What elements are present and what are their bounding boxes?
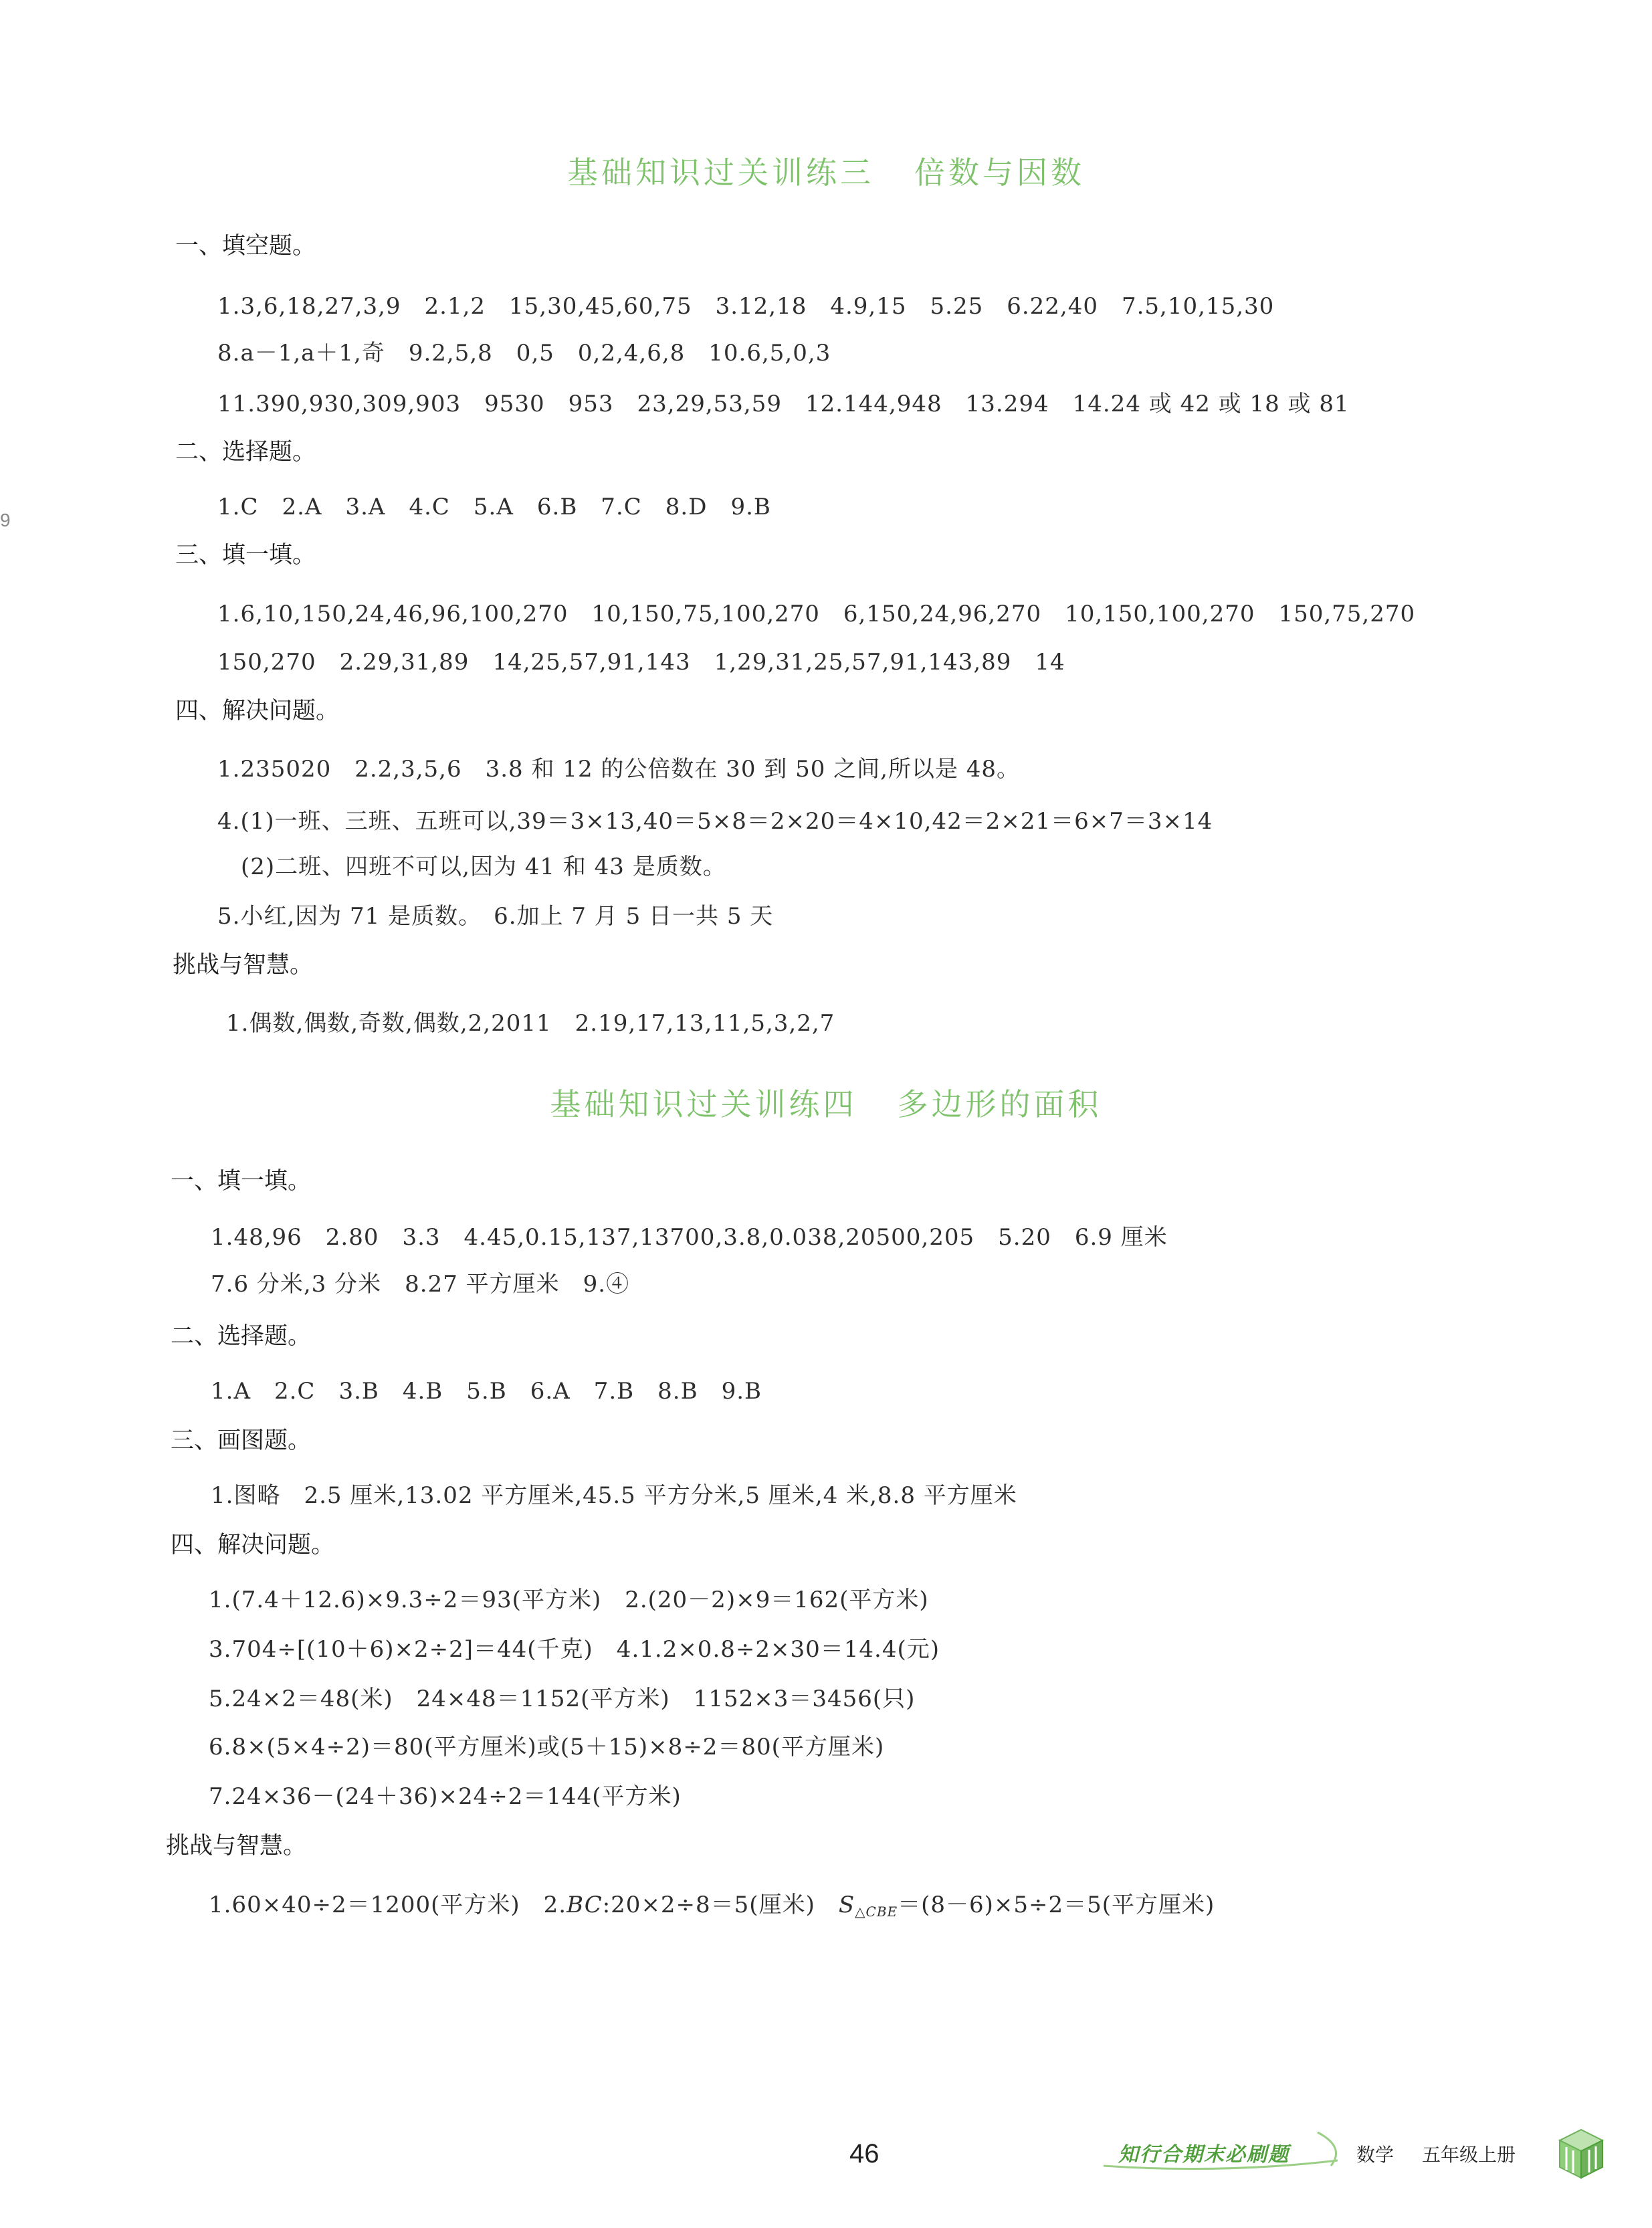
section3-heading-challenge: 挑战与智慧。 bbox=[173, 952, 314, 979]
section4-line-10-bc: BC bbox=[566, 1892, 603, 1918]
section3-heading-solve: 四、解决问题。 bbox=[175, 698, 340, 724]
section4-line-10-subscript: △CBE bbox=[855, 1904, 898, 1920]
section4-line-2: 7.6 分米,3 分米 8.27 平方厘米 9.④ bbox=[211, 1271, 630, 1298]
section4-line-9: 7.24×36－(24＋36)×24÷2＝144(平方米) bbox=[209, 1783, 682, 1810]
section3-line-10: 5.小红,因为 71 是质数。 6.加上 7 月 5 日一共 5 天 bbox=[217, 903, 774, 930]
section4-title-main: 基础知识过关训练四 bbox=[550, 1086, 857, 1122]
section4-line-4: 1.图略 2.5 厘米,13.02 平方厘米,45.5 平方分米,5 厘米,4 米,8.8 平方厘米 bbox=[211, 1482, 1017, 1509]
section4-heading-choice: 二、选择题。 bbox=[171, 1323, 312, 1350]
section4-line-8: 6.8×(5×4÷2)＝80(平方厘米)或(5＋15)×8÷2＝80(平方厘米) bbox=[209, 1734, 885, 1760]
section3-heading-fill-blank: 一、填空题。 bbox=[175, 233, 316, 260]
section4-heading-fill-one: 一、填一填。 bbox=[171, 1168, 312, 1195]
section4-line-10-part-a: 1.60×40÷2＝1200(平方米) 2. bbox=[209, 1892, 567, 1918]
section4-line-6: 3.704÷[(10＋6)×2÷2]＝44(千克) 4.1.2×0.8÷2×30＝14.4(元) bbox=[209, 1636, 940, 1663]
section4-line-10-s: S bbox=[838, 1892, 855, 1918]
section4-line-7: 5.24×2＝48(米) 24×48＝1152(平方米) 1152×3＝3456(只) bbox=[209, 1686, 916, 1712]
section3-line-7: 1.235020 2.2,3,5,6 3.8 和 12 的公倍数在 30 到 50 之间,所以是 48。 bbox=[217, 756, 1021, 783]
section4-line-3: 1.A 2.C 3.B 4.B 5.B 6.A 7.B 8.B 9.B bbox=[211, 1378, 762, 1405]
section3-title bbox=[0, 148, 1652, 193]
section3-line-9: (2)二班、四班不可以,因为 41 和 43 是质数。 bbox=[241, 853, 726, 880]
section4-line-1: 1.48,96 2.80 3.3 4.45,0.15,137,13700,3.8,0.038,20500,205 5.20 6.9 厘米 bbox=[211, 1224, 1168, 1251]
section4-heading-challenge: 挑战与智慧。 bbox=[166, 1833, 307, 1859]
section3-title-topic: 倍数与因数 bbox=[914, 155, 1085, 191]
section3-line-1: 1.3,6,18,27,3,9 2.1,2 15,30,45,60,75 3.12,18 4.9,15 5.25 6.22,40 7.5,10,15,30 bbox=[217, 293, 1275, 320]
section3-heading-choice: 二、选择题。 bbox=[175, 439, 316, 466]
section4-line-10 bbox=[209, 1886, 1215, 1920]
footer-grade: 五年级上册 bbox=[1422, 2144, 1516, 2166]
book-cube-icon bbox=[1557, 2127, 1605, 2181]
section3-line-8: 4.(1)一班、三班、五班可以,39＝3×13,40＝5×8＝2×20＝4×10,42＝2×21＝6×7＝3×14 bbox=[217, 808, 1213, 835]
section4-title-topic: 多边形的面积 bbox=[897, 1086, 1102, 1122]
footer-subject: 数学 bbox=[1356, 2144, 1395, 2166]
section3-line-6: 150,270 2.29,31,89 14,25,57,91,143 1,29,31,25,57,91,143,89 14 bbox=[217, 649, 1065, 676]
section3-title-main: 基础知识过关训练三 bbox=[567, 155, 874, 191]
edge-mark: 9 bbox=[0, 510, 11, 530]
section4-line-10-part-f: ＝(8－6)×5÷2＝5(平方厘米) bbox=[898, 1892, 1215, 1918]
section3-heading-fill-one: 三、填一填。 bbox=[175, 542, 316, 569]
section4-heading-solve: 四、解决问题。 bbox=[171, 1532, 335, 1558]
section4-line-5: 1.(7.4＋12.6)×9.3÷2＝93(平方米) 2.(20－2)×9＝162(平方米) bbox=[209, 1587, 929, 1613]
footer-brand: 知行合期末必刷题 bbox=[1118, 2143, 1289, 2166]
section4-line-10-part-c: :20×2÷8＝5(厘米) bbox=[602, 1892, 839, 1918]
page-number: 46 bbox=[849, 2139, 880, 2168]
section3-line-3: 11.390,930,309,903 9530 953 23,29,53,59 12.144,948 13.294 14.24 或 42 或 18 或 81 bbox=[217, 391, 1350, 417]
section3-line-5: 1.6,10,150,24,46,96,100,270 10,150,75,100,270 6,150,24,96,270 10,150,100,270 150,75,270 bbox=[217, 601, 1416, 627]
section3-line-11: 1.偶数,偶数,奇数,偶数,2,2011 2.19,17,13,11,5,3,2,7 bbox=[226, 1010, 835, 1037]
section4-heading-draw: 三、画图题。 bbox=[171, 1427, 312, 1454]
section3-line-2: 8.a－1,a＋1,奇 9.2,5,8 0,5 0,2,4,6,8 10.6,5,0,3 bbox=[217, 340, 831, 367]
section4-title bbox=[0, 1080, 1652, 1124]
section3-line-4: 1.C 2.A 3.A 4.C 5.A 6.B 7.C 8.D 9.B bbox=[217, 494, 771, 520]
